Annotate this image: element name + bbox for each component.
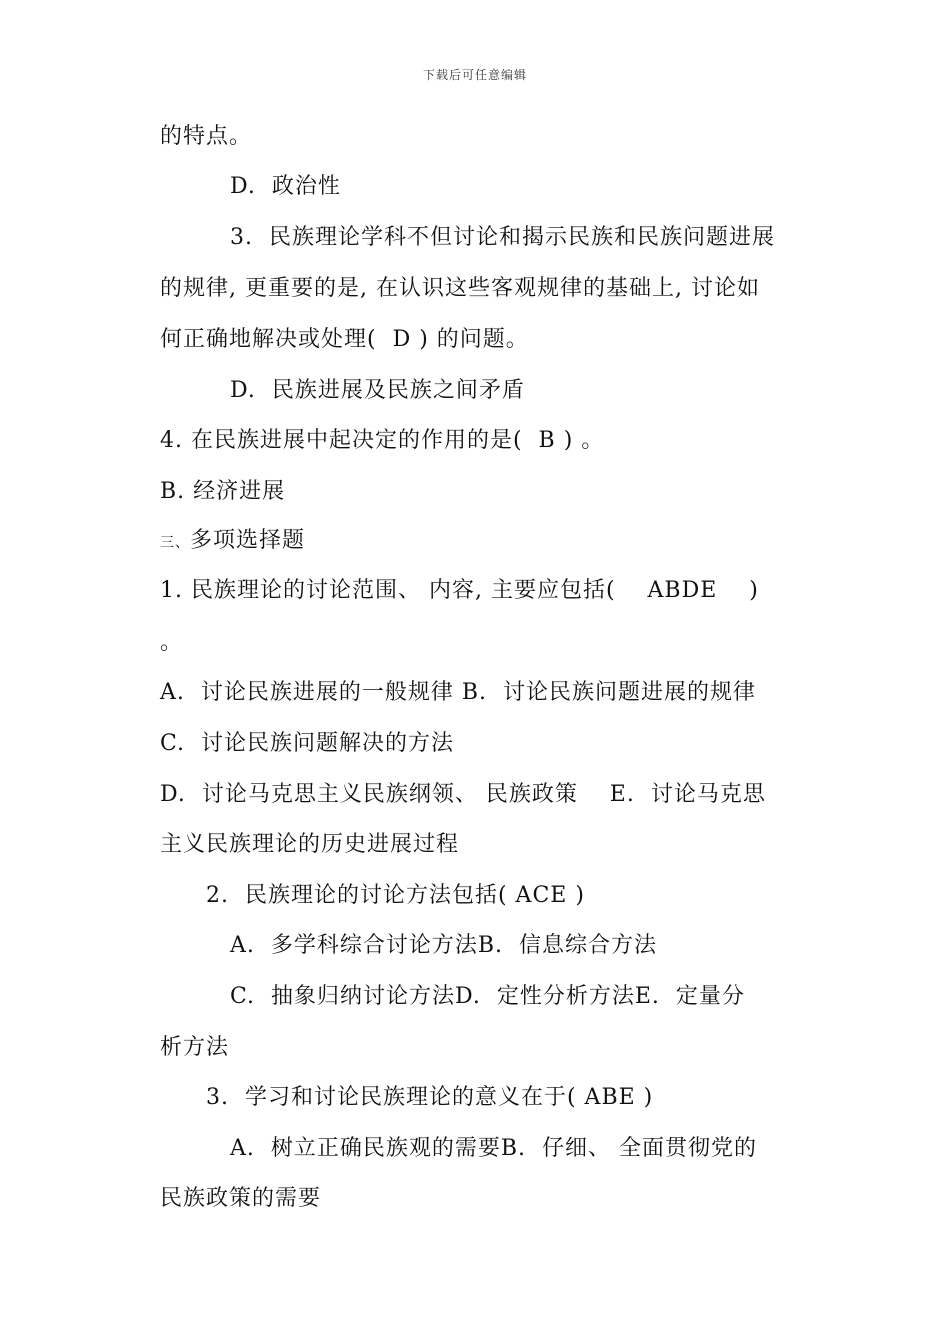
option-line: A. 树立正确民族观的需要B. 仔细、 全面贯彻党的	[230, 1136, 758, 1161]
text-line: 主义民族理论的历史进展过程	[160, 832, 460, 857]
text-line: 析方法	[160, 1035, 230, 1060]
text-line: 。	[160, 630, 184, 655]
option-line: C. 讨论民族问题解决的方法	[160, 731, 455, 756]
question-line: 3. 民族理论学科不但讨论和揭示民族和民族问题进展	[230, 225, 775, 250]
text-line: 的规律, 更重要的是, 在认识这些客观规律的基础上, 讨论如	[160, 276, 760, 301]
text-line: 何正确地解决或处理( D ) 的问题。	[160, 327, 529, 352]
option-line: D. 讨论马克思主义民族纲领、 民族政策 E. 讨论马克思	[160, 782, 766, 807]
answer-line: B. 经济进展	[160, 479, 286, 504]
answer-line: D. 政治性	[230, 174, 341, 199]
question-line: 3. 学习和讨论民族理论的意义在于( ABE )	[206, 1085, 654, 1110]
option-line: C. 抽象归纳讨论方法D. 定性分析方法E. 定量分	[230, 984, 745, 1009]
question-line: 2. 民族理论的讨论方法包括( ACE )	[206, 883, 585, 908]
section-title: 多项选择题	[190, 528, 306, 553]
section-number: 三、	[160, 535, 190, 551]
section-heading	[160, 526, 305, 558]
question-line: 4. 在民族进展中起决定的作用的是( B ) 。	[160, 428, 605, 453]
option-line: A. 讨论民族进展的一般规律 B. 讨论民族问题进展的规律	[160, 680, 757, 705]
question-line: 1. 民族理论的讨论范围、 内容, 主要应包括( ABDE )	[160, 578, 759, 603]
answer-line: D. 民族进展及民族之间矛盾	[230, 378, 525, 403]
page-header: 下载后可任意编辑	[422, 68, 527, 82]
text-line: 的特点。	[160, 124, 253, 149]
text-line: 民族政策的需要	[160, 1186, 322, 1211]
option-line: A. 多学科综合讨论方法B. 信息综合方法	[230, 933, 658, 958]
